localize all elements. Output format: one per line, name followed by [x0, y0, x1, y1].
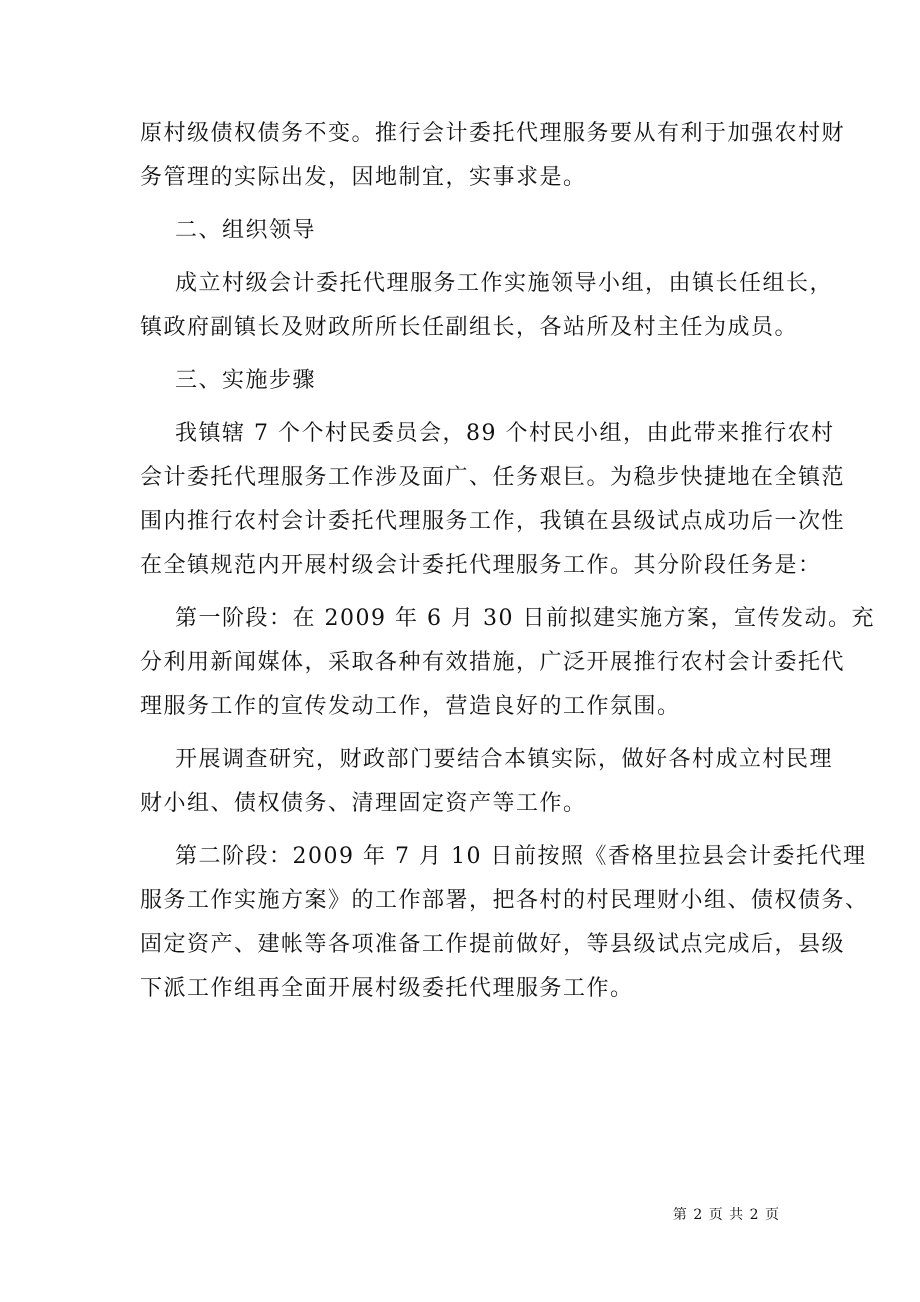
text-line: 服务工作实施方案》的工作部署，把各村的村民理财小组、债权债务、 — [140, 888, 869, 913]
text-line: 分利用新闻媒体，采取各种有效措施，广泛开展推行农村会计委托代 — [140, 650, 846, 675]
text-line: 固定资产、建帐等各项准备工作提前做好，等县级试点完成后，县级 — [140, 932, 846, 957]
page-number: 第 2 页 共 2 页 — [672, 1207, 780, 1223]
text-line: 第一阶段：在 2009 年 6 月 30 日前拟建实施方案，宣传发动。充 — [175, 606, 875, 631]
text-line: 务管理的实际出发，因地制宜，实事求是。 — [140, 165, 587, 190]
text-line: 会计委托代理服务工作涉及面广、任务艰巨。为稳步快捷地在全镇范 — [140, 465, 846, 490]
section-heading: 二、组织领导 — [175, 218, 317, 243]
text-line: 围内推行农村会计委托代理服务工作，我镇在县级试点成功后一次性 — [140, 509, 846, 534]
text-line: 开展调查研究，财政部门要结合本镇实际，做好各村成立村民理 — [175, 747, 834, 772]
text-line: 原村级债权债务不变。推行会计委托代理服务要从有利于加强农村财 — [140, 121, 846, 146]
text-line: 我镇辖 7 个个村民委员会，89 个村民小组，由此带来推行农村 — [175, 421, 835, 446]
section-heading: 三、实施步骤 — [175, 368, 317, 393]
text-line: 财小组、债权债务、清理固定资产等工作。 — [140, 791, 587, 816]
text-line: 第二阶段：2009 年 7 月 10 日前按照《香格里拉县会计委托代理 — [175, 844, 867, 869]
text-line: 在全镇规范内开展村级会计委托代理服务工作。其分阶段任务是： — [140, 553, 822, 578]
text-line: 下派工作组再全面开展村级委托代理服务工作。 — [140, 976, 634, 1001]
text-line: 镇政府副镇长及财政所所长任副组长，各站所及村主任为成员。 — [140, 315, 799, 340]
text-line: 理服务工作的宣传发动工作，营造良好的工作氛围。 — [140, 694, 681, 719]
text-line: 成立村级会计委托代理服务工作实施领导小组，由镇长任组长， — [175, 271, 834, 296]
